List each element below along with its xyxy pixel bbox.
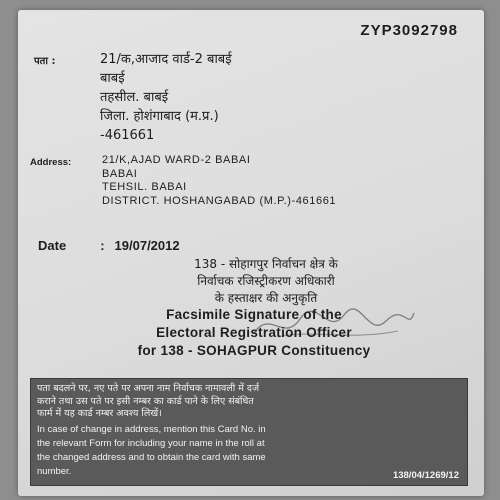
hindi-address-label: पता : bbox=[34, 56, 56, 67]
notice-hindi-line: कराने तथा उस पते पर इसी नम्बर का कार्ड पाने के लिए संबंधित bbox=[37, 395, 254, 407]
hindi-address-line: 21/क,आजाद वार्ड-2 बाबई bbox=[100, 52, 232, 67]
signature-hindi-line: निर्वाचक रजिस्ट्रीकरण अधिकारी bbox=[197, 274, 335, 288]
hindi-address-line: बाबई bbox=[100, 71, 125, 86]
date-separator: : bbox=[100, 238, 105, 253]
signature-caption-hindi bbox=[18, 256, 484, 307]
address-change-notice bbox=[30, 378, 468, 486]
hindi-address-line: -461661 bbox=[100, 128, 155, 143]
date-label: Date bbox=[38, 238, 67, 253]
epic-number: ZYP3092798 bbox=[360, 22, 458, 39]
signature-hindi-line: 138 - सोहागपुर निर्वाचन क्षेत्र के bbox=[194, 257, 338, 271]
hindi-address-line: जिला. होशंगाबाद (म.प्र.) bbox=[100, 109, 219, 124]
signature-english-line: for 138 - SOHAGPUR Constituency bbox=[137, 343, 371, 358]
notice-english-line: the changed address and to obtain the card with same bbox=[37, 451, 266, 463]
signature-caption-english bbox=[18, 306, 484, 360]
notice-hindi-line: फार्म में यह कार्ड नम्बर अवश्य लिखें। bbox=[37, 408, 162, 419]
notice-english-line: number. bbox=[37, 465, 72, 477]
signature-english-line: Electoral Registration Officer bbox=[156, 325, 352, 340]
hindi-address-line: तहसील. बाबई bbox=[100, 90, 169, 105]
hindi-address-block bbox=[18, 50, 484, 150]
issue-date-row bbox=[38, 238, 180, 253]
date-value: 19/07/2012 bbox=[114, 238, 180, 253]
english-address-line: DISTRICT. HOSHANGABAD (M.P.)-461661 bbox=[102, 194, 337, 207]
notice-reference-number: 138/04/1269/12 bbox=[392, 470, 459, 481]
english-address-block bbox=[18, 154, 484, 214]
english-address-line: 21/K,AJAD WARD-2 BABAI bbox=[102, 154, 251, 166]
voter-id-card-back bbox=[18, 10, 484, 496]
signature-hindi-line: के हस्ताक्षर की अनुकृति bbox=[214, 291, 318, 305]
english-address-line: TEHSIL. BABAI bbox=[102, 181, 187, 193]
english-address-line: BABAI bbox=[102, 167, 138, 180]
signature-english-line: Facsimile Signature of the bbox=[166, 307, 342, 322]
notice-english-line: In case of change in address, mention this Card No. in bbox=[37, 423, 266, 435]
notice-hindi-line: पता बदलने पर, नए पते पर अपना नाम निर्वाचक नामावली में दर्ज bbox=[37, 383, 260, 394]
english-address-label: Address: bbox=[30, 157, 72, 168]
notice-english-line: the relevant Form for including your name in the roll at bbox=[37, 437, 265, 449]
